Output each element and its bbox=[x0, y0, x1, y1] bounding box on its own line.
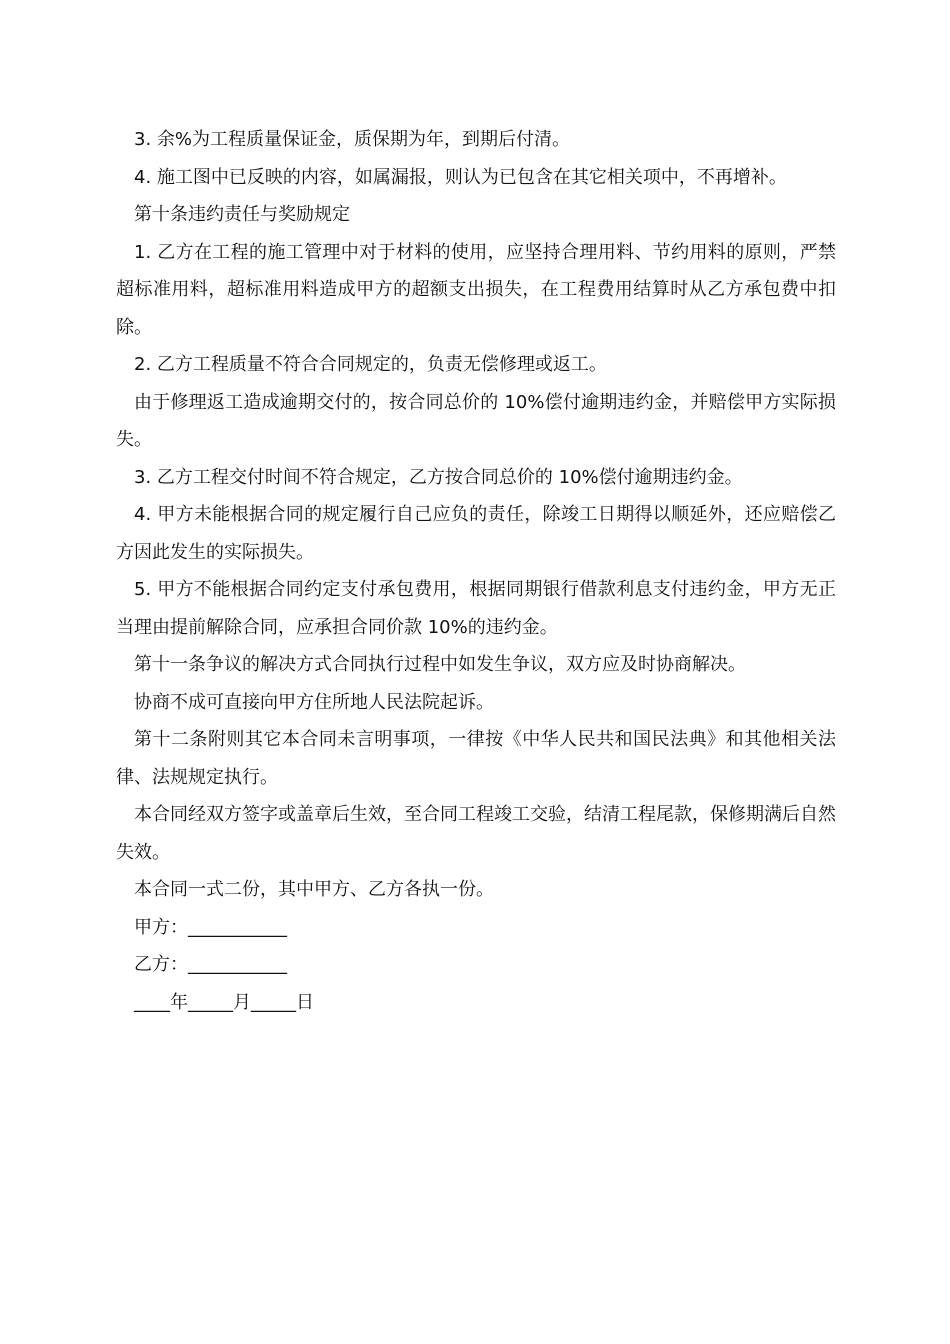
copies-text: 本合同一式二份，其中甲方、乙方各执一份。 bbox=[134, 879, 494, 900]
clause-9-item-4: 4. 施工图中已反映的内容，如属漏报，则认为已包含在其它相关项中，不再增补。 bbox=[134, 166, 787, 188]
clause-10-item-1: 1. 乙方在工程的施工管理中对于材料的使用，应坚持合理用料、节约用料的原则，严禁超标准用料，超标准用料造成甲方的超额支出损失，在工程费用结算时从乙方承包费中扣除。 bbox=[116, 241, 836, 338]
clause-10-item-2-detail: 由于修理返工造成逾期交付的，按合同总价的 10%偿付逾期违约金，并赔偿甲方实际损失。 bbox=[116, 391, 836, 450]
date-line: ____年_____月_____日 bbox=[134, 991, 314, 1013]
clause-11-text: 第十一条争议的解决方式合同执行过程中如发生争议，双方应及时协商解决。 bbox=[134, 654, 746, 675]
party-a-signature-line: 甲方：___________ bbox=[134, 916, 287, 938]
clause-10-item-3: 3. 乙方工程交付时间不符合规定，乙方按合同总价的 10%偿付逾期违约金。 bbox=[134, 466, 743, 488]
clause-10-item-2: 2. 乙方工程质量不符合合同规定的，负责无偿修理或返工。 bbox=[134, 354, 607, 375]
document-body bbox=[116, 121, 836, 1021]
effectiveness-text: 本合同经双方签字或盖章后生效，至合同工程竣工交验，结清工程尾款，保修期满后自然失效。 bbox=[116, 804, 836, 863]
party-b-signature-line: 乙方：___________ bbox=[134, 954, 287, 975]
clause-10-item-4: 4. 甲方未能根据合同的规定履行自己应负的责任，除竣工日期得以顺延外，还应赔偿乙方因此发生的实际损失。 bbox=[116, 504, 836, 563]
clause-10-heading: 第十条违约责任与奖励规定 bbox=[134, 204, 350, 225]
clause-12-text: 第十二条附则其它本合同未言明事项，一律按《中华人民共和国民法典》和其他相关法律、法规规定执行。 bbox=[116, 729, 836, 788]
clause-9-item-3: 3. 余%为工程质量保证金，质保期为年，到期后付清。 bbox=[134, 129, 570, 150]
clause-11-detail: 协商不成可直接向甲方住所地人民法院起诉。 bbox=[134, 691, 494, 713]
clause-10-item-5: 5. 甲方不能根据合同约定支付承包费用，根据同期银行借款利息支付违约金，甲方无正当理由提前解除合同，应承担合同价款 10%的违约金。 bbox=[116, 579, 836, 638]
